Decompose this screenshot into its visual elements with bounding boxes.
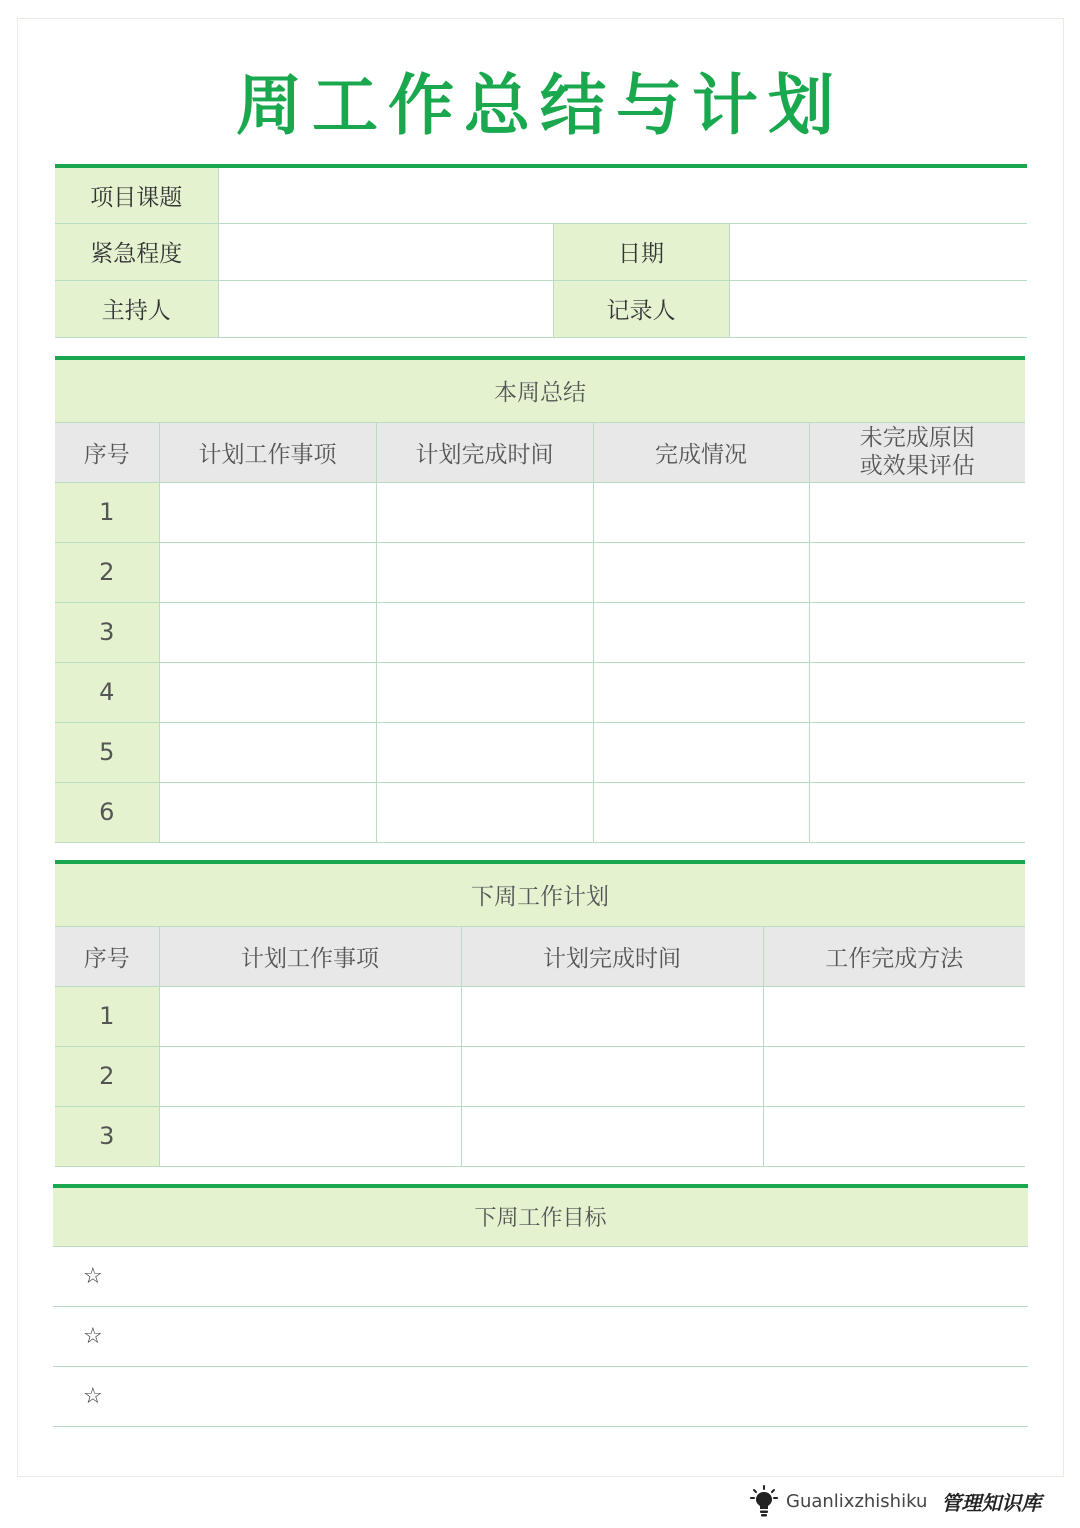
status-cell[interactable] (593, 542, 809, 602)
task-cell[interactable] (159, 602, 376, 662)
goal-cell[interactable] (53, 1366, 1028, 1426)
reason-cell[interactable] (809, 482, 1025, 542)
info-row-project (55, 166, 1027, 223)
plan-col-task: 计划工作事项 (159, 926, 461, 986)
summary-heading-row (55, 358, 1025, 422)
page-title: 周工作总结与计划 (236, 66, 844, 144)
status-cell[interactable] (593, 662, 809, 722)
brand-chinese: 管理知识库 (941, 1490, 1042, 1515)
row-index: 3 (55, 602, 159, 662)
time-cell[interactable] (376, 722, 593, 782)
table-row (55, 986, 1025, 1046)
summary-col-reason (809, 422, 1025, 482)
plan-heading-row (55, 862, 1025, 926)
time-cell[interactable] (376, 782, 593, 842)
time-cell[interactable] (461, 986, 763, 1046)
reason-cell[interactable] (809, 722, 1025, 782)
method-cell[interactable] (763, 986, 1025, 1046)
time-cell[interactable] (376, 482, 593, 542)
goal-cell[interactable] (53, 1246, 1028, 1306)
status-cell[interactable] (593, 722, 809, 782)
status-cell[interactable] (593, 482, 809, 542)
task-cell[interactable] (159, 1106, 461, 1166)
table-row (55, 1106, 1025, 1166)
task-cell[interactable] (159, 542, 376, 602)
time-cell[interactable] (376, 602, 593, 662)
reason-cell[interactable] (809, 782, 1025, 842)
row-index: 1 (55, 482, 159, 542)
urgency-label: 紧急程度 (55, 223, 218, 280)
method-cell[interactable] (763, 1106, 1025, 1166)
table-row (55, 482, 1025, 542)
urgency-value-cell[interactable] (218, 223, 553, 280)
row-index: 5 (55, 722, 159, 782)
host-label: 主持人 (55, 280, 218, 337)
summary-col-reason-line2: 或效果评估 (859, 453, 975, 479)
plan-col-time: 计划完成时间 (461, 926, 763, 986)
task-cell[interactable] (159, 482, 376, 542)
star-icon: ☆ (83, 1383, 103, 1409)
row-index: 3 (55, 1106, 159, 1166)
row-index: 6 (55, 782, 159, 842)
summary-header-row (55, 422, 1025, 482)
lightbulb-icon (750, 1485, 778, 1517)
recorder-value-cell[interactable] (729, 280, 1027, 337)
task-cell[interactable] (159, 782, 376, 842)
info-row-host (55, 280, 1027, 337)
host-value-cell[interactable] (218, 280, 553, 337)
status-cell[interactable] (593, 782, 809, 842)
summary-col-reason-line1: 未完成原因 (859, 425, 975, 451)
summary-col-status: 完成情况 (593, 422, 809, 482)
plan-col-method: 工作完成方法 (763, 926, 1025, 986)
goals-heading: 下周工作目标 (53, 1186, 1028, 1246)
plan-col-index: 序号 (55, 926, 159, 986)
row-index: 1 (55, 986, 159, 1046)
summary-col-task: 计划工作事项 (159, 422, 376, 482)
row-index: 2 (55, 1046, 159, 1106)
task-cell[interactable] (159, 722, 376, 782)
table-row (55, 722, 1025, 782)
summary-col-time: 计划完成时间 (376, 422, 593, 482)
task-cell[interactable] (159, 662, 376, 722)
star-icon: ☆ (83, 1323, 103, 1349)
summary-heading: 本周总结 (55, 358, 1025, 422)
plan-header-row (55, 926, 1025, 986)
list-item (53, 1366, 1028, 1426)
task-cell[interactable] (159, 1046, 461, 1106)
brand-english: Guanlixzhishiku (786, 1490, 928, 1512)
goal-cell[interactable] (53, 1306, 1028, 1366)
time-cell[interactable] (376, 542, 593, 602)
footer-brand (750, 1484, 1041, 1518)
list-item (53, 1246, 1028, 1306)
table-row (55, 782, 1025, 842)
goals-heading-row (53, 1186, 1028, 1246)
project-value-cell[interactable] (218, 166, 1027, 223)
time-cell[interactable] (376, 662, 593, 722)
star-icon: ☆ (83, 1263, 103, 1289)
plan-table (55, 860, 1025, 1167)
status-cell[interactable] (593, 602, 809, 662)
project-label: 项目课题 (55, 166, 218, 223)
method-cell[interactable] (763, 1046, 1025, 1106)
reason-cell[interactable] (809, 542, 1025, 602)
table-row (55, 602, 1025, 662)
time-cell[interactable] (461, 1046, 763, 1106)
recorder-label: 记录人 (553, 280, 729, 337)
time-cell[interactable] (461, 1106, 763, 1166)
table-row (55, 662, 1025, 722)
goals-table (53, 1184, 1028, 1427)
task-cell[interactable] (159, 986, 461, 1046)
row-index: 2 (55, 542, 159, 602)
info-row-urgency (55, 223, 1027, 280)
plan-heading: 下周工作计划 (55, 862, 1025, 926)
summary-col-index: 序号 (55, 422, 159, 482)
reason-cell[interactable] (809, 602, 1025, 662)
date-value-cell[interactable] (729, 223, 1027, 280)
table-row (55, 542, 1025, 602)
table-row (55, 1046, 1025, 1106)
summary-table (55, 356, 1025, 843)
list-item (53, 1306, 1028, 1366)
reason-cell[interactable] (809, 662, 1025, 722)
date-label: 日期 (553, 223, 729, 280)
row-index: 4 (55, 662, 159, 722)
info-table (55, 164, 1027, 338)
